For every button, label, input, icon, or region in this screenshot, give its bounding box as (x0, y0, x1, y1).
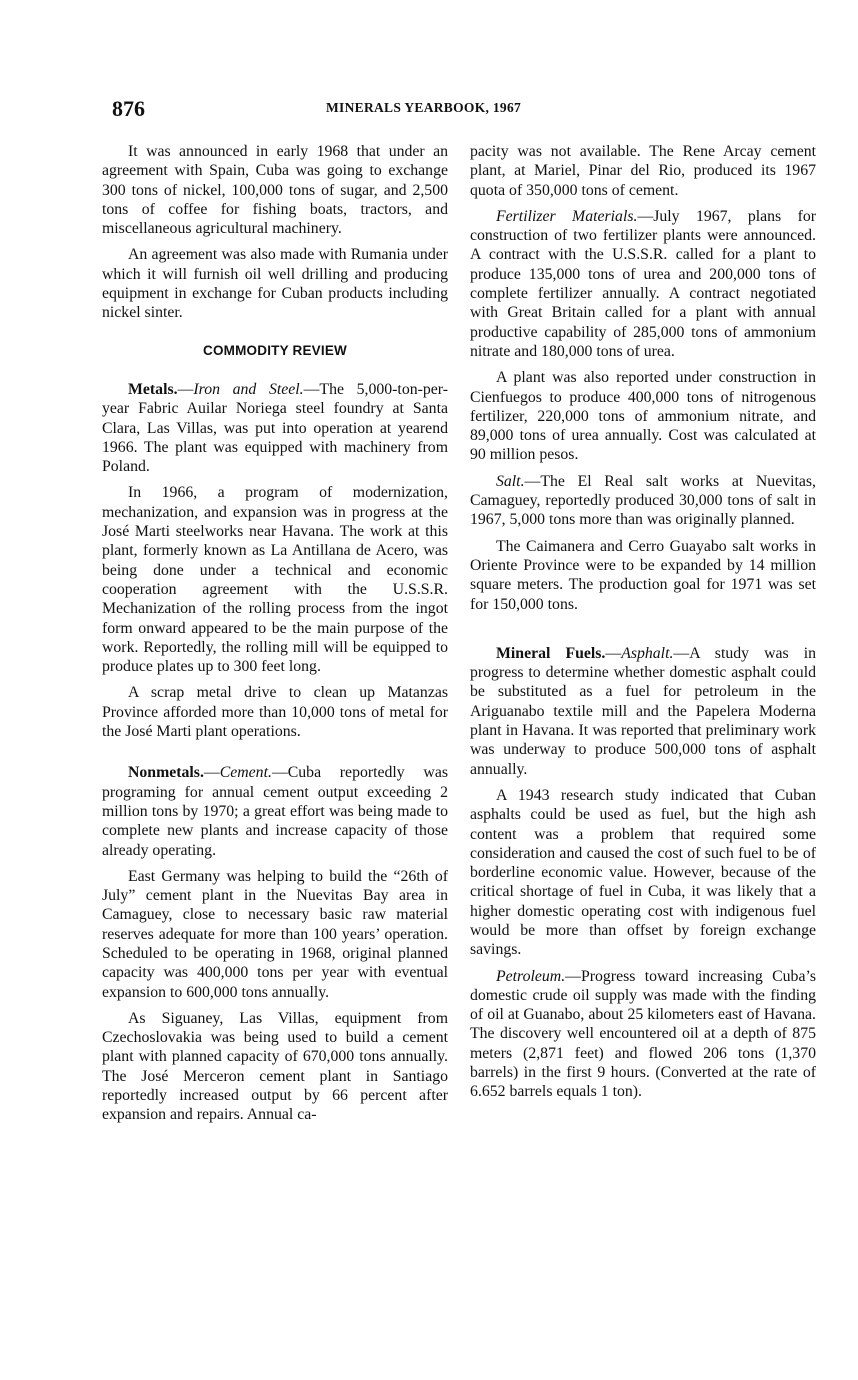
paragraph-rumania-agreement: An agreement was also made with Rumania under which it will furnish oil well drilling and producing equipment in exchange for Cuban products including nickel sinter. (102, 246, 448, 322)
run-in-subheading-cement: Cement. (219, 764, 272, 782)
paragraph-spain-agreement: It was announced in early 1968 that under an agreement with Spain, Cuba was going to exchange 300 tons of nickel, 100,000 tons of sugar, and 2,500 tons of coffee for fishing boats, tractors, and miscellaneous agricultural machinery. (102, 143, 448, 238)
em-dash: — (303, 380, 320, 398)
petroleum-text: Progress toward increasing Cuba’s domestic crude oil supply was made with the finding of oil at Guanabo, about 25 kilometers east of Havana. The discovery well encountered oil at a depth of 875 meters (2,871 feet) and flowed 206 tons (1,370 barrels) in the first 9 hours. (Converted at the rate of 6.652 barrels equals 1 ton). (470, 967, 816, 1101)
em-dash: — (605, 644, 622, 662)
run-in-subheading-fertilizer: Fertilizer Materials. (496, 207, 638, 225)
right-column (470, 142, 816, 1109)
run-in-heading-metals: Metals. (128, 380, 178, 398)
paragraph-research-study: A 1943 research study indicated that Cuban asphalts could be used as fuel, but the high ash content was a problem that required some consideration and caused the cost of such fuel to be of borderline economic value. However, because of the critical shortage of fuel in Cuba, it was likely that a higher domestic operating cost with indigenous fuel would be more than offset by foreign exchange savings. (470, 786, 816, 959)
paragraph-petroleum (470, 967, 816, 1102)
fertilizer-text: July 1967, plans for construction of two fertilizer plants were announced. A contract with the U.S.S.R. called for a plant to produce 135,000 tons of urea and 200,000 tons of complete fertilizer annually. A contract negotiated with Great Britain called for a plant with annual productive capability of 285,000 tons of ammonium nitrate and 180,000 tons of urea. (470, 207, 816, 360)
salt-text: The El Real salt works at Nuevitas, Camaguey, reportedly produced 30,000 tons of salt in 1967, 5,000 tons more than was originally planned. (470, 472, 816, 529)
run-in-subheading-iron-steel: Iron and Steel. (193, 380, 304, 398)
paragraph-east-germany: East Germany was helping to build the “26th of July” cement plant in the Nuevitas Bay area in Camaguey, close to necessary basic raw material reserves adequate for more than 100 years’ operation. Scheduled to be operating in 1968, original planned capacity was 400,000 tons per year with eventual expansion to 600,000 tons annually. (102, 867, 448, 1001)
run-in-subheading-asphalt: Asphalt. (621, 644, 674, 662)
paragraph-salt (470, 472, 816, 530)
paragraph-metals (102, 380, 448, 476)
em-dash: — (524, 472, 541, 490)
metals-text: The 5,000-ton-per-year Fabric Auilar Noriega steel foundry at Santa Clara, Las Villas, was put into operation at yearend 1966. The plant was equipped with machinery from Poland. (102, 380, 448, 476)
running-title: MINERALS YEARBOOK, 1967 (326, 100, 522, 115)
paragraph-cienfuegos: A plant was also reported under construction in Cienfuegos to produce 400,000 tons of nitrogenous fertilizer, 220,000 tons of ammonium nitrate, and 89,000 tons of urea annually. Cost was calculated at 90 million pesos. (470, 369, 816, 464)
mineral-fuels-text: A study was in progress to determine whether domestic asphalt could be substituted as a fuel for petroleum in the Ariguanabo textile mill and the Papelera Moderna plant in Havana. It was reported that preliminary work was underway to produce 500,000 tons of asphalt annually. (470, 644, 816, 778)
em-dash: — (637, 207, 654, 225)
nonmetals-text: Cuba reportedly was programing for annual cement output exceeding 2 million tons by 1970; a great effort was being made to complete new plants and increase capacity of those already operating. (102, 764, 448, 859)
em-dash: — (271, 764, 288, 782)
run-in-heading-nonmetals: Nonmetals. (128, 764, 204, 782)
section-heading: COMMODITY REVIEW (203, 342, 347, 358)
paragraph-scrap-drive: A scrap metal drive to clean up Matanzas Province afforded more than 10,000 tons of metal for the José Marti plant operations. (102, 684, 448, 741)
page-number: 876 (112, 96, 145, 121)
em-dash: — (203, 764, 220, 782)
left-column (102, 142, 448, 1132)
run-in-subheading-salt: Salt. (496, 472, 525, 490)
paragraph-caimanera: The Caimanera and Cerro Guayabo salt works in Oriente Province were to be expanded by 14 million square meters. The production goal for 1971 was set for 150,000 tons. (470, 537, 816, 613)
paragraph-rene-arcay: pacity was not available. The Rene Arcay cement plant, at Mariel, Pinar del Rio, produced its 1967 quota of 350,000 tons of cement. (470, 143, 816, 199)
run-in-subheading-petroleum: Petroleum. (496, 967, 566, 985)
paragraph-jose-marti: In 1966, a program of modernization, mechanization, and expansion was in progress at the José Marti steelworks near Havana. The work at this plant, formerly known as La Antillana de Acero, was being done under a technical and economic cooperation agreement with the U.S.S.R. Mechanization of the rolling process from the ingot form onward appeared to be the main purpose of the work. Reportedly, the rolling mill will be equipped to produce plates up to 300 feet long. (102, 484, 448, 676)
paragraph-siguaney: As Siguaney, Las Villas, equipment from Czechoslovakia was being used to build a cement plant with planned capacity of 670,000 tons annually. The José Merceron cement plant in Santiago reportedly increased output by 66 percent after expansion and repairs. Annual ca- (102, 1009, 448, 1124)
em-dash: — (565, 967, 581, 985)
em-dash: — (177, 380, 194, 398)
paragraph-nonmetals (102, 763, 448, 859)
paragraph-mineral-fuels (470, 644, 816, 779)
page-header (112, 96, 772, 126)
run-in-heading-mineral-fuels: Mineral Fuels. (496, 644, 606, 662)
em-dash: — (673, 644, 690, 662)
paragraph-fertilizer (470, 207, 816, 361)
